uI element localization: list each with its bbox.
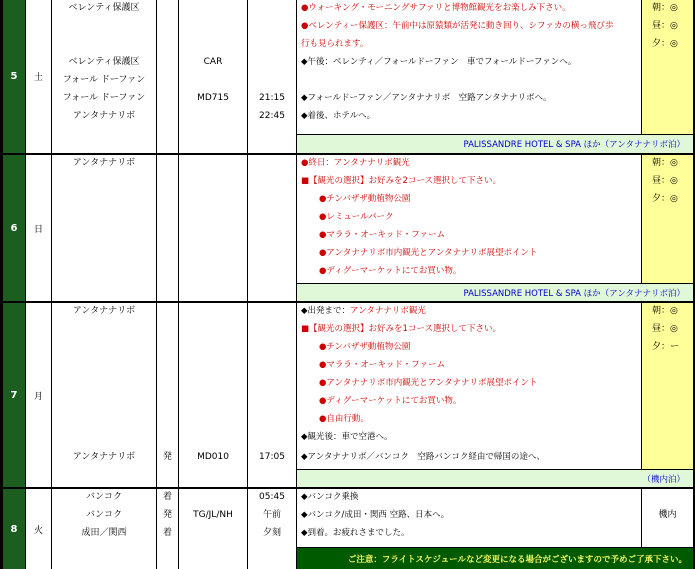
weekday [26, 0, 51, 153]
meals-column [642, 303, 693, 469]
detail-line: ◆着後、ホテルへ。 [301, 111, 376, 121]
meals-column [642, 155, 693, 283]
day-number-text: 5 [10, 71, 18, 82]
details-column [297, 155, 641, 283]
detail-line: ◆アンタナナリボ／バンコク 空路バンコク経由で帰国の途へ、 [301, 452, 545, 462]
meal-dinner: 夕：◎ [652, 194, 678, 204]
details-column [297, 303, 641, 469]
place: フォール ドーファン [62, 93, 146, 103]
detail-line: ●チンバザザ動植物公園 [319, 342, 411, 352]
place-column [52, 0, 156, 153]
meal-breakfast: 朝：◎ [652, 306, 678, 316]
arr-dep-mark: 着 [162, 492, 172, 502]
hotel-row [297, 135, 693, 153]
detail-line: ●マララ・オーキッド・ファーム [319, 360, 446, 370]
day-number-text: 6 [10, 222, 18, 234]
transport-column [179, 0, 247, 153]
detail-line: ●自由行動。 [319, 414, 369, 424]
detail-line: ●チンバザザ動植物公園 [319, 194, 411, 204]
time: 22:45 [259, 111, 285, 121]
arr-dep-column [157, 155, 178, 301]
time: 05:45 [259, 492, 285, 502]
detail-line: ◆到着。お疲れさまでした。 [301, 528, 410, 538]
detail-line: 行も見られます。 [301, 39, 369, 49]
details-column [297, 489, 641, 547]
place: バンコク [85, 492, 122, 502]
time-column [248, 155, 296, 301]
time-column [248, 303, 296, 487]
place-column [52, 489, 156, 569]
weekday-text: 土 [33, 73, 43, 83]
meal-lunch: 昼：◎ [652, 176, 678, 186]
flight-number: MD715 [197, 93, 229, 103]
hotel-name: PALISSANDRE HOTEL & SPA ほか（アンタナナリボ泊） [463, 140, 685, 150]
notice-text: ご注意：フライトスケジュールなど変更になる場合がございますので予めご了承下さい。 [347, 554, 687, 565]
day-number [3, 303, 25, 487]
hotel-row [297, 284, 693, 301]
meals-column [642, 0, 693, 134]
meal-inflight: 機内 [658, 510, 677, 520]
detail-line: ●ディグーマーケットにてお買い物。 [319, 396, 462, 406]
arr-dep-mark: 発 [162, 510, 172, 520]
transport: CAR [203, 57, 223, 67]
arr-dep-mark: 発 [162, 452, 172, 462]
time: 夕刻 [262, 528, 281, 538]
meal-lunch: 昼：◎ [652, 21, 678, 31]
detail-line: ◆バンコク乗換 [301, 492, 359, 502]
place: バンコク [85, 510, 122, 520]
transport-column [179, 303, 247, 487]
time-column [248, 0, 296, 153]
time: 17:05 [259, 452, 285, 462]
meal-dinner: 夕：ー [652, 342, 680, 352]
transport-column [179, 155, 247, 301]
detail-line: ◆出発まで：アンタナナリボ観光 [301, 306, 426, 316]
place-column [52, 303, 156, 487]
arr-dep-column [157, 489, 178, 569]
arr-dep-column [157, 0, 178, 153]
place: フォール ドーファン [62, 75, 146, 85]
details-column [297, 0, 641, 134]
day-number [3, 0, 25, 153]
day-number [3, 489, 25, 569]
weekday-text: 日 [33, 224, 43, 235]
detail-line: ●アンタナナリボ市内観光とアンタナナリボ展望ポイント [319, 248, 538, 258]
hotel-name: PALISSANDRE HOTEL & SPA ほか（アンタナナリボ泊） [463, 288, 685, 299]
flight-number: MD010 [197, 452, 229, 462]
detail-line: ◆午後：ベレンティ／フォールドーファン 車でフォールドーファンへ。 [301, 57, 577, 67]
detail-line: ■【観光の選択】お好みを2コース選択して下さい。 [301, 176, 502, 186]
place: ベレンティ保護区 [68, 3, 140, 13]
detail-line: ●マララ・オーキッド・ファーム [319, 230, 446, 240]
weekday [26, 489, 51, 569]
detail-line: ■【観光の選択】お好みを1コース選択して下さい。 [301, 324, 502, 334]
arr-dep-mark: 着 [162, 528, 172, 538]
day-number-text: 8 [10, 523, 18, 535]
detail-line: ●ディグーマーケットにてお買い物。 [319, 266, 462, 276]
place: アンタナナリボ [72, 158, 136, 168]
detail-line: ●終日：アンタナナリボ観光 [301, 158, 410, 168]
detail-line: ●ウォーキング・モーニングサファリと博物館観光をお楽しみ下さい。 [301, 3, 571, 13]
place: 成田／関西 [81, 528, 127, 538]
weekday-text: 月 [33, 391, 43, 402]
detail-line: ●ベレンティー保護区：午前中は原猿類が活発に動き回り、シファカの横っ飛び歩 [301, 21, 614, 31]
place-column [52, 155, 156, 301]
place: アンタナナリボ [72, 452, 136, 462]
detail-line: ◆観光後：車で空港へ。 [301, 432, 393, 442]
place: アンタナナリボ [72, 306, 136, 316]
place: ベレンティ保護区 [68, 57, 140, 67]
day-number-text: 7 [10, 389, 18, 401]
weekday [26, 155, 51, 301]
meal-lunch: 昼：◎ [652, 324, 678, 334]
detail-line: ●レミュールパーク [319, 212, 394, 222]
flight-number: TG/JL/NH [193, 510, 233, 520]
place: アンタナナリボ [72, 111, 136, 121]
time-column [248, 489, 296, 569]
notice-bar [297, 548, 693, 569]
time: 21:15 [259, 93, 285, 103]
time: 午前 [262, 510, 281, 520]
meals-column [642, 489, 693, 547]
weekday-text: 火 [33, 525, 43, 536]
transport-column [179, 489, 247, 569]
meal-breakfast: 朝：◎ [652, 3, 678, 13]
meal-dinner: 夕：◎ [652, 39, 678, 49]
day-number [3, 155, 25, 301]
meal-breakfast: 朝：◎ [652, 158, 678, 168]
detail-line: ●アンタナナリボ市内観光とアンタナナリボ展望ポイント [319, 378, 538, 388]
detail-line: ◆バンコク/成田・関西 空路、日本へ。 [301, 510, 450, 520]
detail-line: ◆フォールドーファン／アンタナナリボ 空路アンタナナリボへ。 [301, 93, 552, 103]
arr-dep-column [157, 303, 178, 487]
hotel-row [297, 470, 693, 487]
weekday [26, 303, 51, 487]
hotel-name: （機内泊） [642, 474, 685, 485]
